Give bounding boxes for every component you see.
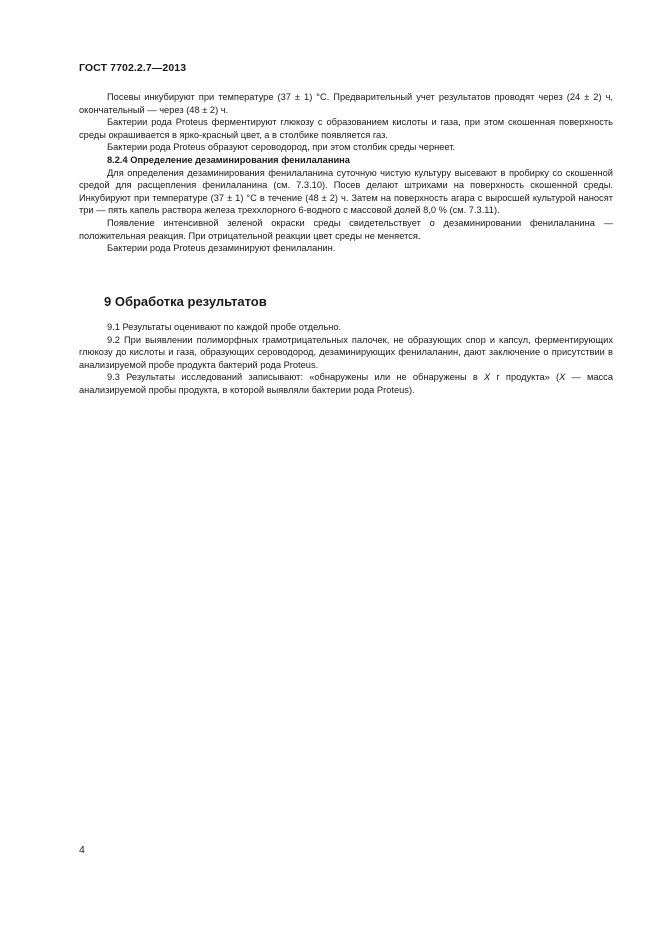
page-number: 4 [79,844,85,856]
subsection-heading-8-2-4: 8.2.4 Определение дезаминирования фенилаланина [107,154,350,165]
variable-x: X [483,372,491,383]
paragraph-incubation: Посевы инкубируют при температуре (37 ± 1) °С. Предварительный учет результатов проводят через (24 ± 2) ч, окончательный — через (48 ± 2) ч. [79,92,613,115]
paragraph-deamination-result: Появление интенсивной зеленой окраски среды свидетельствует о дезаминировании фенилаланина — положительная реакция. При отрицательной реакции цвет среды не меняется. [79,217,613,241]
paragraph-glucose-fermentation: Бактерии рода Proteus ферментируют глюкозу с образованием кислоты и газа, при этом скошенная поверхность среды окрашивается в ярко-красный цвет, а в столбике появляется газ. [79,117,613,140]
paragraph-9-3-part-c: — масса анализируемой пробы продукта, в которой выявляли бактерии рода Proteus). [79,372,613,395]
paragraph-9-3-part-b: г продукта» ( [490,372,560,383]
section-8-continued [79,91,613,255]
section-9-heading: 9 Обработка результатов [104,294,267,309]
document-header: ГОСТ 7702.2.7—2013 [79,62,187,74]
section-9-body [79,321,613,397]
paragraph-9-3-part-a: 9.3 Результаты исследований записывают: «обнаружены или не обнаружены в [107,372,484,383]
paragraph-9-1: 9.1 Результаты оценивают по каждой пробе отдельно. [107,322,342,332]
paragraph-9-3 [79,371,613,396]
paragraph-9-2: 9.2 При выявлении полиморфных грамотрицательных палочек, не образующих спор и капсул, ферментирующих глюкозу до кислоты и газа, образующих сероводород, дезаминирующих фенилаланин, дают заключение о присутствии в анализируемой пробе продукта бактерий рода Proteus. [79,334,613,370]
paragraph-deamination-method: Для определения дезаминирования фенилаланина суточную чистую культуру высевают в пробирку со скошенной средой для расщепления фенилаланина (см. 7.3.10). Посев делают штрихами на поверхность скошенной среды. Инкубируют при температуре (37 ± 1) °С в течение (48 ± 2) ч. Затем на поверхность агара с выросшей культурой наносят три — пять капель раствора железа треххлорного 6-водного с массовой долей 8,0 % (см. 7.3.11). [79,167,613,216]
paragraph-hydrogen-sulfide: Бактерии рода Proteus образуют сероводород, при этом столбик среды чернеет. [107,142,456,153]
variable-x: X [559,372,566,383]
paragraph-proteus-deaminate: Бактерии рода Proteus дезаминируют фенилаланин. [107,243,336,254]
